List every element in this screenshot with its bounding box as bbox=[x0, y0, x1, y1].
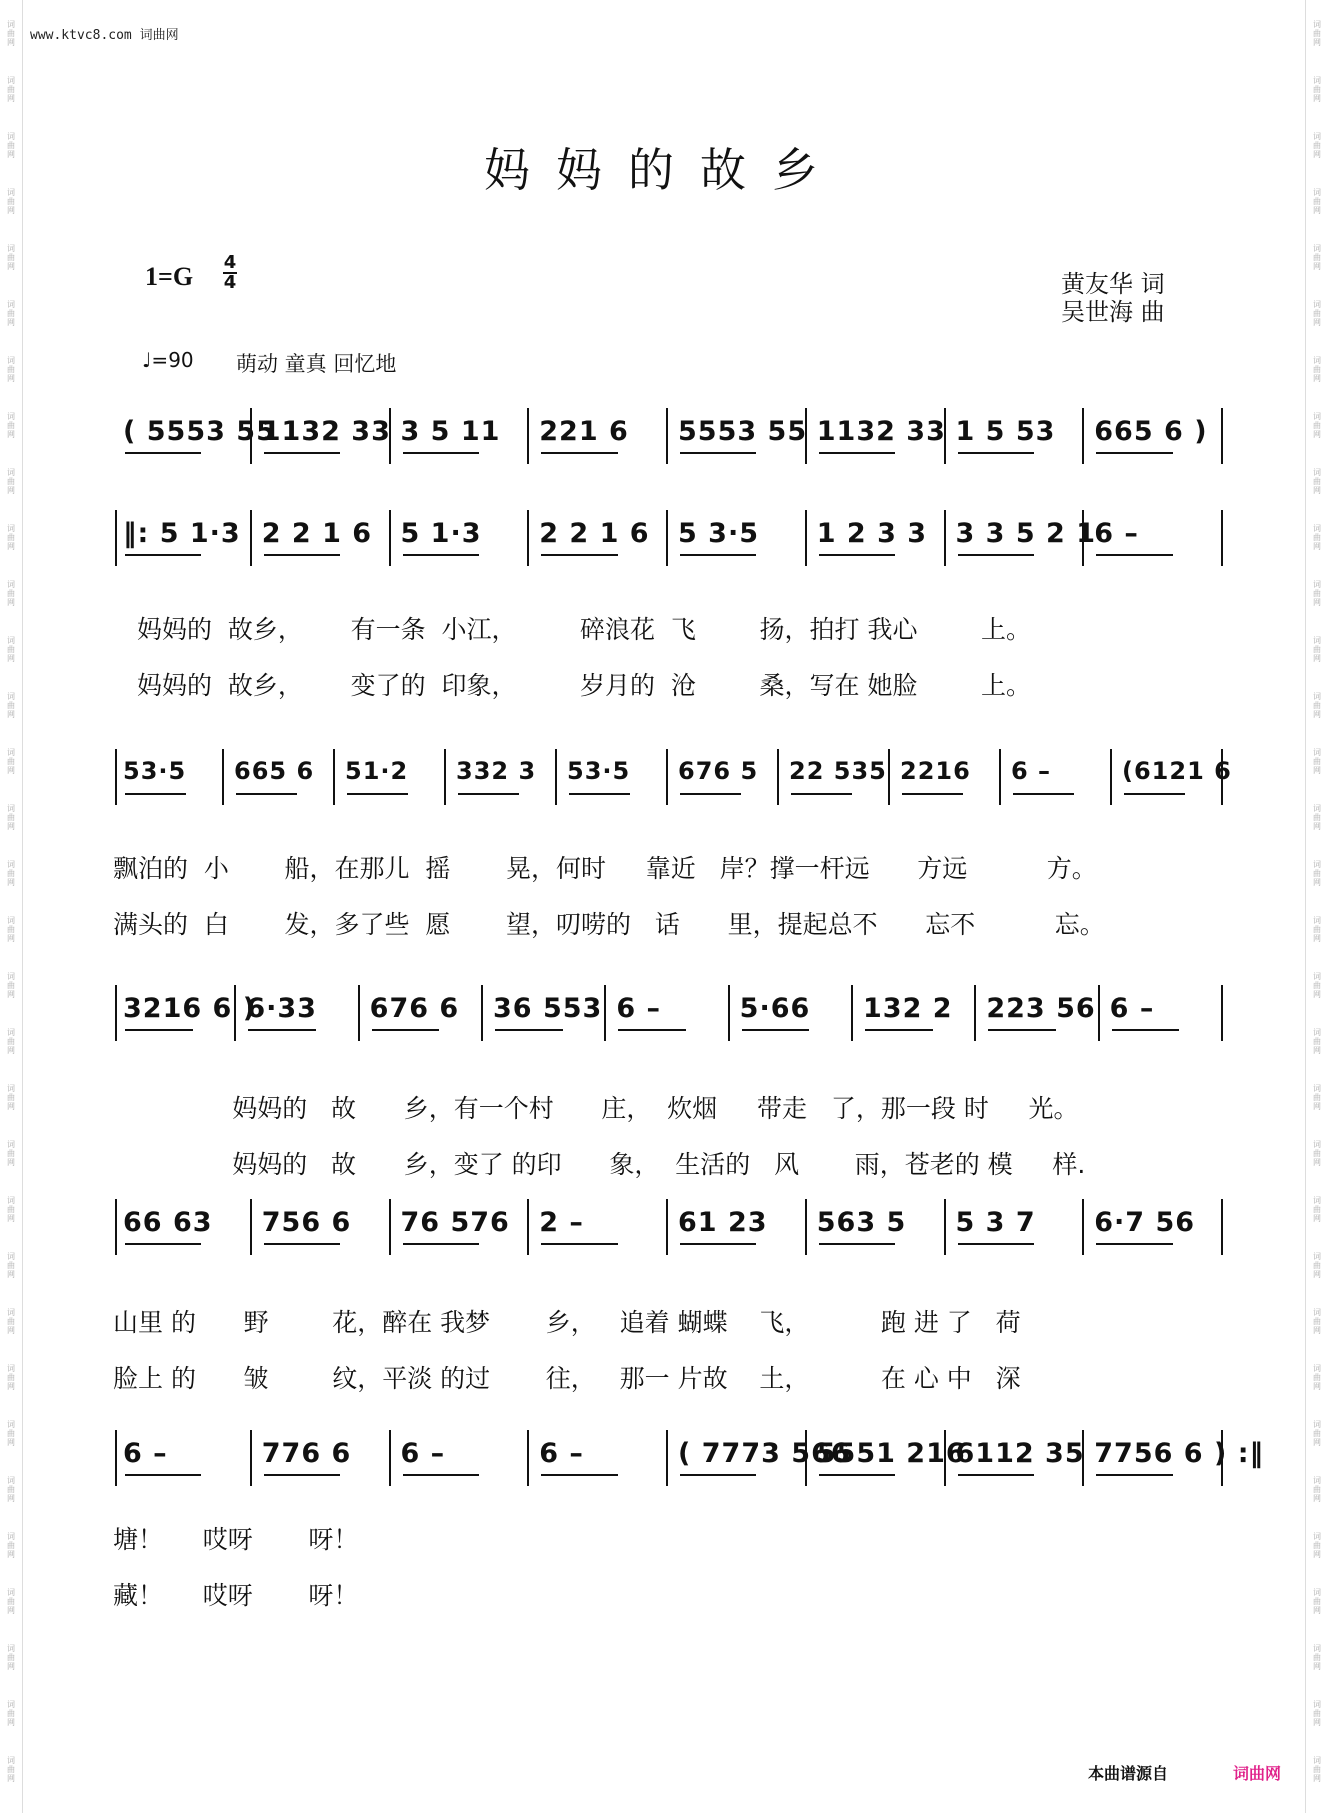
beam-underline bbox=[541, 1474, 617, 1476]
watermark-text: 词 曲 网 bbox=[7, 636, 15, 663]
barline bbox=[250, 408, 252, 464]
watermark-text: 词 曲 网 bbox=[1313, 188, 1321, 215]
beam-underline bbox=[988, 1029, 1056, 1031]
measure-notes: 6112 35 bbox=[955, 1438, 1085, 1469]
watermark-text: 词 曲 网 bbox=[7, 692, 15, 719]
key-signature: 1=G bbox=[145, 262, 194, 291]
song-title: 妈妈的故乡 bbox=[484, 143, 844, 197]
watermark-text: 词 曲 网 bbox=[7, 804, 15, 831]
watermark-text: 词 曲 网 bbox=[7, 916, 15, 943]
beam-underline bbox=[125, 1029, 193, 1031]
beam-underline bbox=[1096, 1243, 1172, 1245]
watermark-text: 词 曲 网 bbox=[7, 1644, 15, 1671]
expression-marking: 萌动 童真 回忆地 bbox=[236, 352, 397, 376]
barline bbox=[358, 985, 360, 1041]
barline bbox=[481, 985, 483, 1041]
measure-notes: 6 – bbox=[616, 993, 662, 1024]
watermark-text: 词 曲 网 bbox=[1313, 1756, 1321, 1783]
measure-notes: 756 6 bbox=[261, 1207, 352, 1238]
watermark-text: 词 曲 网 bbox=[1313, 916, 1321, 943]
watermark-text: 词 曲 网 bbox=[7, 1420, 15, 1447]
beam-underline bbox=[458, 793, 519, 795]
watermark-text: 词 曲 网 bbox=[1313, 1252, 1321, 1279]
watermark-text: 词 曲 网 bbox=[1313, 412, 1321, 439]
beam-underline bbox=[495, 1029, 563, 1031]
barline bbox=[805, 1430, 807, 1486]
watermark-text: 词 曲 网 bbox=[1313, 1084, 1321, 1111]
measure-notes: 5 3 7 bbox=[955, 1207, 1036, 1238]
watermark-text: 词 曲 网 bbox=[7, 1196, 15, 1223]
measure-notes: 5553 55 bbox=[678, 416, 808, 447]
measure-notes: 6 – bbox=[1109, 993, 1155, 1024]
source-site: 词曲网 bbox=[1233, 1764, 1282, 1783]
barline bbox=[666, 1430, 668, 1486]
watermark-text: 词 曲 网 bbox=[1313, 1196, 1321, 1223]
beam-underline bbox=[819, 452, 895, 454]
barline bbox=[1221, 985, 1223, 1041]
beam-underline bbox=[125, 1243, 201, 1245]
watermark-text: 词 曲 网 bbox=[1313, 132, 1321, 159]
barline bbox=[527, 1199, 529, 1255]
lyric-line: 妈妈的 故 乡，变了 的印 象， 生活的 风 雨，苍老的 模 样. bbox=[113, 1150, 1086, 1179]
barline bbox=[666, 749, 668, 805]
beam-underline bbox=[403, 554, 479, 556]
measure-notes: 3 3 5 2 1 bbox=[955, 518, 1097, 549]
barline bbox=[666, 510, 668, 566]
score-system bbox=[115, 518, 1230, 700]
watermark-text: 词 曲 网 bbox=[7, 1532, 15, 1559]
score-system bbox=[115, 416, 1230, 486]
barline bbox=[728, 985, 730, 1041]
watermark-text: 词 曲 网 bbox=[1313, 860, 1321, 887]
watermark-text: 词 曲 网 bbox=[1313, 524, 1321, 551]
measure-notes: 5·66 bbox=[739, 993, 811, 1024]
barline bbox=[389, 408, 391, 464]
beam-underline bbox=[264, 554, 340, 556]
barline bbox=[1082, 408, 1084, 464]
score-system bbox=[113, 993, 1230, 1179]
lyric-line: 飘泊的 小 船，在那儿 摇 晃，何时 靠近 岸？撑一杆远 方远 方。 bbox=[113, 854, 1097, 883]
watermark-text: 词 曲 网 bbox=[7, 972, 15, 999]
beam-underline bbox=[791, 793, 852, 795]
barline bbox=[1082, 1199, 1084, 1255]
measure-notes: 3216 6 ) bbox=[123, 993, 257, 1024]
measure-notes: 2 2 1 6 bbox=[261, 518, 373, 549]
measure-notes: 332 3 bbox=[456, 757, 537, 785]
watermark-text: 词 曲 网 bbox=[1313, 972, 1321, 999]
site-url: www.ktvc8.com bbox=[30, 28, 132, 43]
beam-underline bbox=[865, 1029, 933, 1031]
measure-notes: 223 56 bbox=[986, 993, 1096, 1024]
beam-underline bbox=[347, 793, 408, 795]
watermark-text: 词 曲 网 bbox=[7, 1476, 15, 1503]
barline bbox=[805, 510, 807, 566]
watermark-text: 词 曲 网 bbox=[1313, 1364, 1321, 1391]
site-name: 词曲网 bbox=[139, 28, 179, 43]
beam-underline bbox=[819, 1243, 895, 1245]
watermark-text: 词 曲 网 bbox=[1313, 1308, 1321, 1335]
watermark-text: 词 曲 网 bbox=[7, 1364, 15, 1391]
barline bbox=[944, 408, 946, 464]
beam-underline bbox=[236, 793, 297, 795]
beam-underline bbox=[541, 452, 617, 454]
watermark-text: 词 曲 网 bbox=[7, 1588, 15, 1615]
watermark-text: 词 曲 网 bbox=[1313, 300, 1321, 327]
measure-notes: ( 5553 55 bbox=[123, 416, 276, 447]
barline bbox=[1082, 510, 1084, 566]
beam-underline bbox=[680, 1243, 756, 1245]
watermark-text: 词 曲 网 bbox=[1313, 20, 1321, 47]
beam-underline bbox=[125, 452, 201, 454]
barline bbox=[115, 749, 117, 805]
barline bbox=[888, 749, 890, 805]
watermark-text: 词 曲 网 bbox=[7, 20, 15, 47]
composer-credit: 吴世海 曲 bbox=[1061, 298, 1165, 326]
measure-notes: 61 23 bbox=[678, 1207, 768, 1238]
measure-notes: 5 1·3 bbox=[400, 518, 482, 549]
measure-notes: 2 – bbox=[539, 1207, 584, 1238]
time-signature bbox=[223, 254, 237, 292]
watermark-text: 词 曲 网 bbox=[7, 748, 15, 775]
measure-notes: 676 6 bbox=[369, 993, 460, 1024]
watermark-text: 词 曲 网 bbox=[7, 188, 15, 215]
barline bbox=[944, 1199, 946, 1255]
barline bbox=[1221, 1430, 1223, 1486]
barline bbox=[115, 985, 117, 1041]
lyric-line: 妈妈的 故乡， 变了的 印象， 岁月的 沧 桑，写在 她脸 上。 bbox=[137, 671, 1032, 700]
watermark-text: 词 曲 网 bbox=[1313, 76, 1321, 103]
measure-notes: (6121 6 bbox=[1122, 757, 1232, 785]
beam-underline bbox=[569, 793, 630, 795]
site-header bbox=[30, 24, 179, 43]
measure-notes: 6 – bbox=[1011, 757, 1052, 785]
measure-notes: 5551 216 bbox=[816, 1438, 966, 1469]
measure-notes: 1132 33 bbox=[816, 416, 946, 447]
watermark-text: 词 曲 网 bbox=[7, 580, 15, 607]
score-system bbox=[113, 1207, 1230, 1393]
beam-underline bbox=[1096, 452, 1172, 454]
barline bbox=[944, 1430, 946, 1486]
beam-underline bbox=[1013, 793, 1074, 795]
barline bbox=[666, 1199, 668, 1255]
barline bbox=[851, 985, 853, 1041]
beam-underline bbox=[541, 554, 617, 556]
lyric-line: 塘！ 哎呀 呀！ bbox=[113, 1525, 359, 1554]
measure-notes: 2 2 1 6 bbox=[539, 518, 650, 549]
measure-notes: 1 5 53 bbox=[955, 416, 1056, 447]
beam-underline bbox=[680, 452, 756, 454]
watermark-text: 词 曲 网 bbox=[1313, 468, 1321, 495]
measure-notes: 132 2 bbox=[863, 993, 953, 1024]
barline bbox=[389, 510, 391, 566]
barline bbox=[389, 1430, 391, 1486]
beam-underline bbox=[372, 1029, 440, 1031]
barline bbox=[250, 1430, 252, 1486]
watermark-text: 词 曲 网 bbox=[1313, 356, 1321, 383]
watermark-text: 词 曲 网 bbox=[7, 1756, 15, 1783]
beam-underline bbox=[819, 1474, 895, 1476]
watermark-text: 词 曲 网 bbox=[1313, 1420, 1321, 1447]
lyric-line: 脸上 的 皱 纹，平淡 的过 往， 那一 片故 土， 在 心 中 深 bbox=[113, 1364, 1021, 1393]
measure-notes: 2216 bbox=[900, 757, 971, 785]
beam-underline bbox=[1112, 1029, 1180, 1031]
barline bbox=[999, 749, 1001, 805]
score-system bbox=[113, 1438, 1265, 1610]
beam-underline bbox=[264, 1474, 340, 1476]
measure-notes: 221 6 bbox=[539, 416, 629, 447]
watermark-text: 词 曲 网 bbox=[7, 76, 15, 103]
barline bbox=[777, 749, 779, 805]
barline bbox=[805, 1199, 807, 1255]
watermark-text: 词 曲 网 bbox=[1313, 580, 1321, 607]
watermark-text: 词 曲 网 bbox=[7, 1028, 15, 1055]
measure-notes: 665 6 ) bbox=[1094, 416, 1208, 447]
barline bbox=[115, 1199, 117, 1255]
time-sig-bottom: 4 bbox=[223, 272, 237, 293]
watermark-text: 词 曲 网 bbox=[1313, 1532, 1321, 1559]
beam-underline bbox=[403, 452, 479, 454]
measure-notes: 6 – bbox=[539, 1438, 584, 1469]
measure-notes: 36 553 bbox=[493, 993, 603, 1024]
watermark-text: 词 曲 网 bbox=[1313, 748, 1321, 775]
watermark-text: 词 曲 网 bbox=[7, 468, 15, 495]
measure-notes: 6·7 56 bbox=[1094, 1207, 1196, 1238]
beam-underline bbox=[125, 1474, 201, 1476]
barline bbox=[666, 408, 668, 464]
measure-notes: 6 – bbox=[123, 1438, 168, 1469]
measure-notes: 53·5 bbox=[123, 757, 187, 785]
measure-notes: 563 5 bbox=[816, 1207, 907, 1238]
beam-underline bbox=[819, 554, 895, 556]
watermark-text: 词 曲 网 bbox=[1313, 1140, 1321, 1167]
barline bbox=[944, 510, 946, 566]
measure-notes: 51·2 bbox=[345, 757, 409, 785]
measure-notes: 6·33 bbox=[246, 993, 317, 1024]
barline bbox=[115, 510, 117, 566]
barline bbox=[555, 749, 557, 805]
barline bbox=[1110, 749, 1112, 805]
watermark-text: 词 曲 网 bbox=[7, 1308, 15, 1335]
lyricist-credit: 黄友华 词 bbox=[1061, 270, 1165, 298]
watermark-text: 词 曲 网 bbox=[7, 1252, 15, 1279]
score-system bbox=[113, 757, 1232, 939]
watermark-text: 词 曲 网 bbox=[1313, 1588, 1321, 1615]
watermark-text: 词 曲 网 bbox=[7, 356, 15, 383]
beam-underline bbox=[264, 1243, 340, 1245]
watermark-text: 词 曲 网 bbox=[7, 132, 15, 159]
measure-notes: 676 5 bbox=[678, 757, 759, 785]
watermark-text: 词 曲 网 bbox=[7, 412, 15, 439]
beam-underline bbox=[125, 793, 186, 795]
barline bbox=[1221, 749, 1223, 805]
beam-underline bbox=[541, 1243, 617, 1245]
measure-notes: 22 535 bbox=[789, 757, 887, 785]
beam-underline bbox=[680, 1474, 756, 1476]
watermark-text: 词 曲 网 bbox=[7, 244, 15, 271]
watermark-text: 词 曲 网 bbox=[7, 1140, 15, 1167]
measure-notes: 66 63 bbox=[123, 1207, 213, 1238]
beam-underline bbox=[1124, 793, 1185, 795]
barline bbox=[1221, 510, 1223, 566]
beam-underline bbox=[958, 1243, 1034, 1245]
barline bbox=[333, 749, 335, 805]
barline bbox=[1098, 985, 1100, 1041]
measure-notes: ‖: 5 1·3 bbox=[123, 518, 241, 549]
beam-underline bbox=[1096, 554, 1172, 556]
barline bbox=[222, 749, 224, 805]
beam-underline bbox=[958, 1474, 1034, 1476]
lyric-line: 妈妈的 故乡， 有一条 小江， 碎浪花 飞 扬，拍打 我心 上。 bbox=[137, 615, 1032, 644]
watermark-text: 词 曲 网 bbox=[1313, 636, 1321, 663]
measure-notes: 665 6 bbox=[234, 757, 315, 785]
beam-underline bbox=[403, 1243, 479, 1245]
measure-notes: 6 – bbox=[400, 1438, 446, 1469]
barline bbox=[444, 749, 446, 805]
measure-notes: ( 7773 566 bbox=[678, 1438, 851, 1469]
beam-underline bbox=[958, 452, 1034, 454]
barline bbox=[115, 1430, 117, 1486]
barline bbox=[527, 1430, 529, 1486]
beam-underline bbox=[680, 554, 756, 556]
barline bbox=[1221, 1199, 1223, 1255]
barline bbox=[604, 985, 606, 1041]
barline bbox=[1082, 1430, 1084, 1486]
beam-underline bbox=[618, 1029, 686, 1031]
barline bbox=[1221, 408, 1223, 464]
barline bbox=[234, 985, 236, 1041]
measure-notes: 5 3·5 bbox=[678, 518, 760, 549]
barline bbox=[250, 510, 252, 566]
watermark-text: 词 曲 网 bbox=[7, 300, 15, 327]
watermark-text: 词 曲 网 bbox=[1313, 1700, 1321, 1727]
barline bbox=[527, 510, 529, 566]
beam-underline bbox=[264, 452, 340, 454]
watermark-text: 词 曲 网 bbox=[1313, 1644, 1321, 1671]
watermark-text: 词 曲 网 bbox=[1313, 692, 1321, 719]
tempo-marking: ♩=90 bbox=[142, 348, 194, 372]
watermark-text: 词 曲 网 bbox=[7, 1084, 15, 1111]
measure-notes: 53·5 bbox=[567, 757, 631, 785]
time-sig-top: 4 bbox=[223, 252, 237, 273]
beam-underline bbox=[958, 554, 1034, 556]
beam-underline bbox=[1096, 1474, 1172, 1476]
watermark-text: 词 曲 网 bbox=[7, 524, 15, 551]
barline bbox=[250, 1199, 252, 1255]
watermark-text: 词 曲 网 bbox=[7, 860, 15, 887]
watermark-text: 词 曲 网 bbox=[1313, 244, 1321, 271]
watermark-text: 词 曲 网 bbox=[1313, 804, 1321, 831]
beam-underline bbox=[742, 1029, 810, 1031]
measure-notes: 1 2 3 3 bbox=[816, 518, 928, 549]
lyric-line: 妈妈的 故 乡，有一个村 庄， 炊烟 带走 了，那一段 时 光。 bbox=[113, 1094, 1079, 1123]
measure-notes: 76 576 bbox=[400, 1207, 510, 1238]
beam-underline bbox=[680, 793, 741, 795]
barline bbox=[805, 408, 807, 464]
measure-notes: 7756 6 ) :‖ bbox=[1094, 1438, 1265, 1469]
lyric-line: 满头的 白 发，多了些 愿 望，叨唠的 话 里，提起总不 忘不 忘。 bbox=[113, 910, 1105, 939]
watermark-text: 词 曲 网 bbox=[1313, 1028, 1321, 1055]
barline bbox=[389, 1199, 391, 1255]
lyric-line: 藏！ 哎呀 呀！ bbox=[113, 1581, 359, 1610]
watermark-text: 词 曲 网 bbox=[7, 1700, 15, 1727]
barline bbox=[527, 408, 529, 464]
beam-underline bbox=[125, 554, 201, 556]
beam-underline bbox=[902, 793, 963, 795]
beam-underline bbox=[403, 1474, 479, 1476]
source-label: 本曲谱源自 bbox=[1088, 1764, 1169, 1783]
barline bbox=[974, 985, 976, 1041]
measure-notes: 3 5 11 bbox=[400, 416, 501, 447]
watermark-text: 词 曲 网 bbox=[1313, 1476, 1321, 1503]
measure-notes: 6 – bbox=[1094, 518, 1139, 549]
lyric-line: 山里 的 野 花，醉在 我梦 乡， 追着 蝴蝶 飞， 跑 进 了 荷 bbox=[113, 1308, 1021, 1337]
measure-notes: 776 6 bbox=[261, 1438, 352, 1469]
beam-underline bbox=[248, 1029, 316, 1031]
measure-notes: 1132 33 bbox=[261, 416, 391, 447]
